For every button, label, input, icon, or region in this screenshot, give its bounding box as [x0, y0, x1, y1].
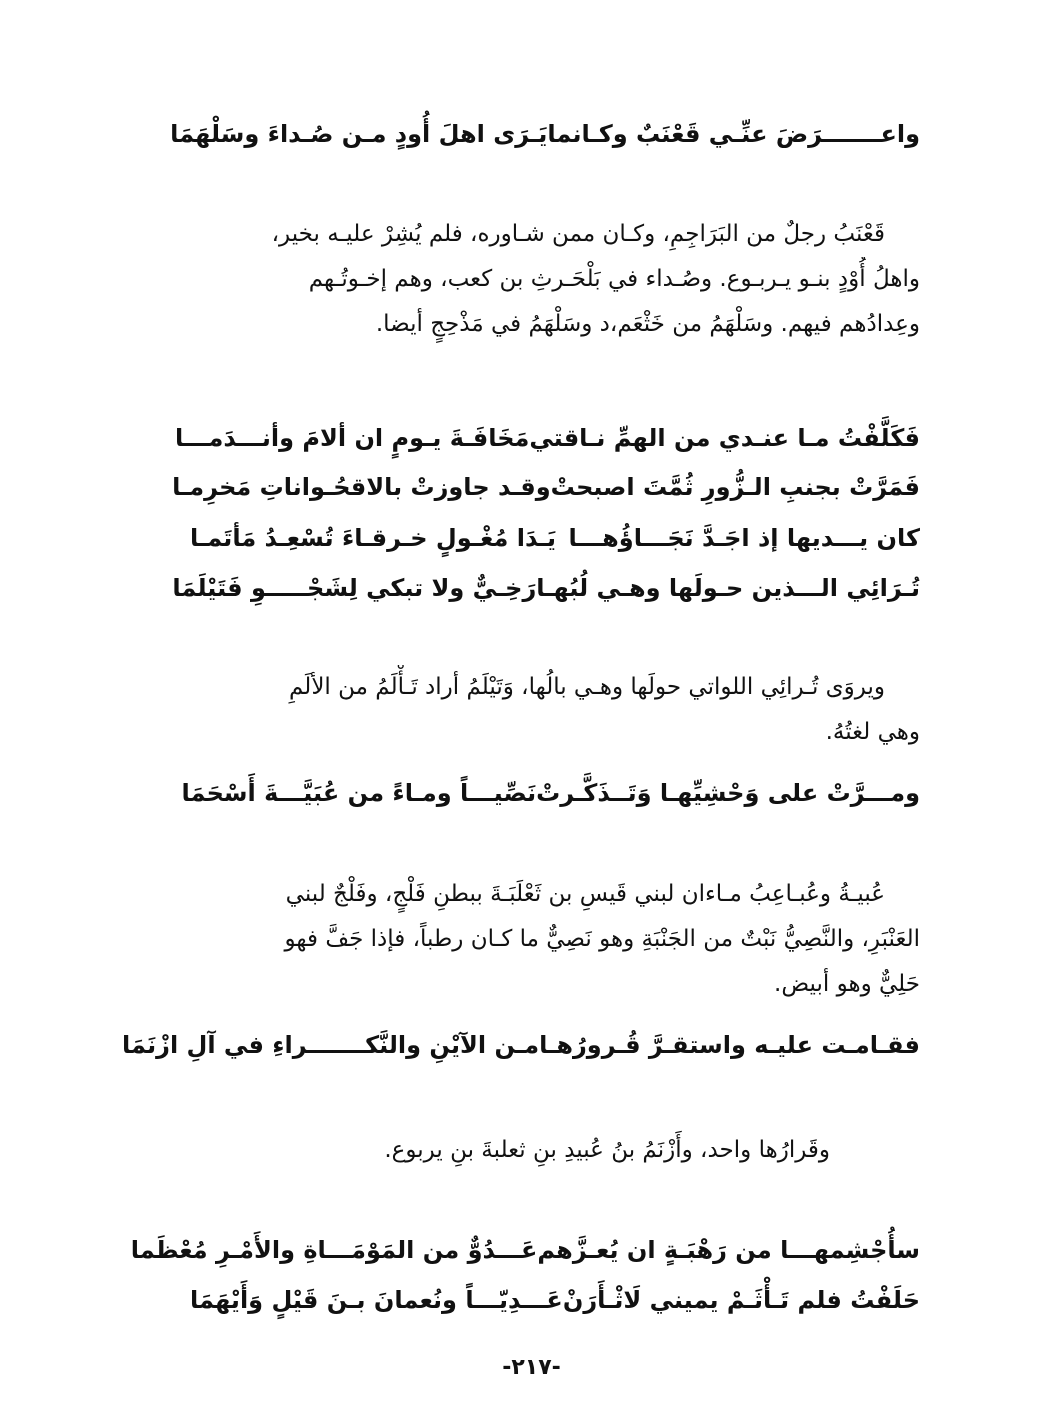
commentary-line: وعِدادُهم فيهم. وسَلْهَمُ من خَثْعَم،د وسَلْهَمُ في مَذْحِجٍ أيضا.: [375, 311, 920, 337]
commentary-line: ويروَى تُـرائِي اللواتي حولَها وهـي بالُها، وَتَيْلَمُ أراد تَـأْلَمُ من الألَمِ: [289, 674, 885, 700]
verse-first-hemistich: فَمَرَّتْ بجنبِ الـزُّورِ ثُمَّتَ اصبحتْ: [550, 473, 920, 501]
commentary-line: العَنْبَرِ، والنَّصِيُّ نَبْتٌ من الجَنْبَةِ وهو نَصِيٌّ ما كـان رطباً، فإذا جَفَّ فهو: [284, 926, 920, 952]
commentary-line: عُبيـةُ وعُبـاعِبُ مـاءان لبني قَيسِ بن ثَعْلَبَـةَ ببطنِ فَلْجٍ، وفَلْجٌ لبني: [285, 881, 885, 907]
poem-verse: [130, 1230, 920, 1270]
verse-first-hemistich: تُـرَائِي الـــذين حـولَها وهـي لُبُهـا: [536, 574, 920, 602]
page-number: -٢١٧-: [502, 1355, 561, 1380]
verse-second-hemistich: مَخَافَـةَ يـومٍ ان ألامَ وأنـــدَمـــا: [174, 424, 530, 452]
commentary-line: حَلِيٌّ وهو أبيض.: [774, 971, 920, 997]
commentary-paragraph: [185, 665, 920, 755]
verse-second-hemistich: مـن الآيْنِ والنَّكـــــــراءِ في آلِ ازْنَمَا: [122, 1031, 540, 1059]
commentary-paragraph: [185, 212, 920, 347]
verse-second-hemistich: نَصِّيـــاً ومـاءً من عُبَيَّـــةَ أَسْحَمَا: [181, 779, 537, 807]
verse-second-hemistich: يَـدَا مُغْـولٍ خـرقـاءَ تُسْعِـدُ مَأتَمـا: [190, 524, 557, 552]
poem-verse: [190, 518, 920, 558]
verse-first-hemistich: فقـامـت عليـه واستقـرَّ قُـرورُهـا: [539, 1031, 920, 1059]
commentary-line: واهلُ أُوْدٍ بنـو يـربـوع. وصُـداء في بَلْحَـرثِ بن كعب، وهم إخـوتُـهم: [308, 266, 920, 292]
poem-verse: [170, 114, 920, 154]
verse-second-hemistich: عَـــدِيّـــاً ونُعمانَ بـنَ قَيْلٍ وَأَيْهَمَا: [189, 1286, 563, 1314]
commentary-paragraph: [185, 1128, 920, 1173]
commentary-line: وهي لغتُهُ.: [825, 719, 920, 745]
verse-second-hemistich: رَخِـيٌّ ولا تبكي لِشَجْـــــوِ فَتَيْلَمَا: [172, 574, 537, 602]
poem-verse: [174, 418, 920, 458]
poem-verse: [190, 1280, 920, 1320]
verse-first-hemistich: ومـــرَّتْ على وَحْشِيِّهـا وَتَــذَكَّـرتْ: [536, 779, 920, 807]
poem-verse: [172, 467, 920, 507]
verse-first-hemistich: فَكَلَّفْتُ مـا عنـدي من الهمِّ نـاقتي: [529, 424, 920, 452]
poem-verse: [172, 568, 920, 608]
poem-verse: [181, 773, 920, 813]
poem-verse: [122, 1025, 920, 1065]
commentary-paragraph: [185, 872, 920, 1007]
verse-second-hemistich: وقـد جاوزتْ بالاقحُـواناتِ مَخرِمـا: [172, 473, 551, 501]
verse-first-hemistich: حَلَفْتُ فلم تَـأْثَـمْ يميني لَاثْـأَرَنْ: [562, 1286, 920, 1314]
verse-second-hemistich: عَـــدُوٌّ من المَوْمَـــاةِ والأَمْـرِ مُعْظَما: [130, 1236, 538, 1264]
commentary-line: قَعْنَبُ رجلٌ من البَرَاجِمِ، وكـان ممن شـاوره، فلم يُشِرْ عليـه بخير،: [271, 221, 885, 247]
commentary-line: وقَرارُها واحد، وأَزْنَمُ بنُ عُبيدِ بنِ ثعلبةَ بنِ يربوع.: [384, 1137, 830, 1163]
verse-first-hemistich: كان يـــديها إذ اجَـدَّ نَجَـــاؤُهـــا: [568, 524, 920, 552]
verse-second-hemistich: يَـرَى اهلَ أُودٍ مـن صُـداءَ وسَلْهَمَا: [170, 120, 548, 148]
verse-first-hemistich: واعـــــــرَضَ عنِّـي قَعْنَبٌ وكـانما: [547, 120, 920, 148]
verse-first-hemistich: سأُجْشِمهـــا من رَهْبَـةٍ ان يُعـزَّهم: [537, 1236, 920, 1264]
